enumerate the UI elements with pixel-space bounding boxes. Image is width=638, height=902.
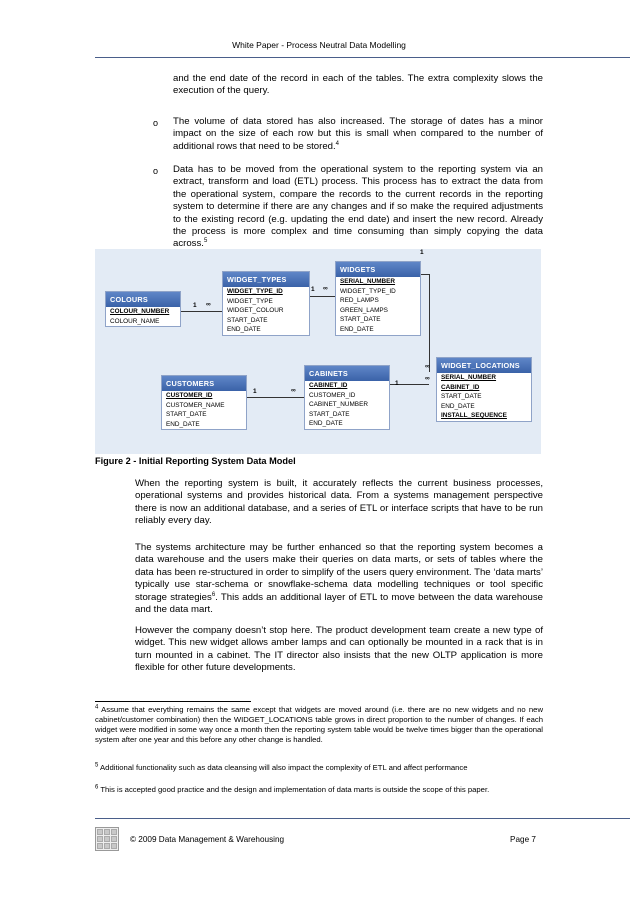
table-colours [105,291,181,327]
footnote-ref: 4 [335,140,340,147]
bullet-text: The volume of data stored has also increased. The storage of dates has a minor impact on the size of each row but this is small when compared to the number of additional rows that need to be stored. [173,116,543,152]
footer-rule [95,818,630,819]
field: WIDGET_COLOUR [227,307,284,315]
field: COLOUR_NAME [110,317,160,325]
cardinality-one: 1 [420,249,424,256]
field: CUSTOMER_NAME [166,401,225,409]
field: GREEN_LAMPS [340,306,388,314]
bullet-item-storage [173,116,543,153]
table-title: CABINETS [305,366,389,381]
field: CUSTOMER_ID [166,392,213,399]
page-number: Page 7 [510,835,536,844]
cardinality-many: ∞ [206,301,211,308]
table-widget-locations [436,357,532,422]
field: SERIAL_NUMBER [340,278,396,285]
paragraph-text: . This adds an additional layer of ETL to move between the data warehouse and the data mart. [135,591,543,616]
field: RED_LAMPS [340,297,379,305]
table-cabinets [304,365,390,430]
footnote-ref: 5 [203,238,208,245]
cardinality-many: ∞ [425,363,430,370]
paragraph-continued: and the end date of the record in each of the tables. The extra complexity slows the execution of the query. [173,73,543,97]
cardinality-many: ∞ [323,285,328,292]
field: INSTALL_SEQUENCE [441,412,507,420]
relation-widget-types-widgets [309,296,335,297]
table-widgets [335,261,421,336]
field: END_DATE [227,326,261,334]
table-title: WIDGET_TYPES [223,272,309,287]
table-widget-types [222,271,310,336]
table-customers [161,375,247,430]
paragraph-reporting-system: When the reporting system is built, it accurately reflects the current business processes, operational systems and provides historical data. From a systems management perspective there is now an additional database, and a series of ETL or interface scripts that have to be run reliably every day. [135,478,543,527]
field: COLOUR_NUMBER [110,308,170,315]
footnote-number: 6 [95,784,99,791]
table-title: COLOURS [106,292,180,307]
bullet-marker: o [153,118,159,128]
field: WIDGET_TYPE_ID [227,288,283,295]
paragraph-architecture [135,542,543,616]
cardinality-one: 1 [311,286,315,293]
relation-widgets-locations [420,274,429,275]
bullet-text: Data has to be moved from the operational system to the reporting system via an extract, transform and load (ETL) process. This process has to extract the data from the operational system, compare the records to the current records in the reporting system to determine if there are any changes and if so make the required adjustments to the existing record (e.g. updating the end date) and insert the new record. Already the process is more complex and time consuming than simply copying the data across. [173,164,543,250]
footnote-text: Additional functionality such as data cleansing will also impact the complexity of ETL and affect performance [98,763,468,772]
footer-copyright: © 2009 Data Management & Warehousing [130,835,285,844]
relation-widgets-locations-vert [429,274,430,372]
footnote-text: Assume that everything remains the same except that widgets are moved around (i.e. there are no new widgets and no new cabinet/customer combination) then the WIDGET_LOCATIONS table grows in direct proportion to the number of changes. If each widget were modified in some way once a month then the reporting system table would be twelve times bigger than the operational system after one year and this before any other change is handled. [95,705,543,744]
cardinality-one: 1 [193,302,197,309]
paragraph-text: The systems architecture may be further enhanced so that the reporting system becomes a data warehouse and the users make their queries on data marts, or sets of tables where the data has been re-structured in order to simplify of the users query environment. The ‘data marts’ typically use star-schema or snowflake-schema data modelling techniques or tool specific storage strategies [135,542,543,603]
field: START_DATE [340,316,381,324]
field: CABINET_NUMBER [309,401,368,409]
table-title: CUSTOMERS [162,376,246,391]
footnote-ref: 6 [211,591,216,598]
footnote-6 [95,785,543,795]
table-title: WIDGETS [336,262,420,277]
paragraph-new-widget: However the company doesn’t stop here. The product development team create a new type of widget. This new widget allows amber lamps and can optionally be mounted in a rack that is in turn mounted in a cabinet. The IT director also insists that the new OLTP application is more flexible for other future developments. [135,625,543,674]
cardinality-one: 1 [395,380,399,387]
footnote-separator [95,701,251,702]
field: END_DATE [166,420,200,428]
field: CABINET_ID [441,383,480,391]
relation-customers-cabinets [245,397,304,398]
relation-colours-widget-types [179,311,222,312]
table-title: WIDGET_LOCATIONS [437,358,531,373]
footnote-4 [95,705,543,745]
bullet-marker: o [153,166,159,176]
field: START_DATE [441,393,482,401]
cardinality-one: 1 [253,388,257,395]
field: WIDGET_TYPE [227,297,273,305]
bullet-item-etl [173,164,543,251]
field: CUSTOMER_ID [309,391,356,399]
footnote-5 [95,763,543,773]
field: START_DATE [309,410,350,418]
field: WIDGET_TYPE_ID [340,287,396,295]
figure-caption: Figure 2 - Initial Reporting System Data Model [95,456,296,466]
header-rule [95,57,630,58]
cardinality-many: ∞ [291,387,296,394]
footnote-text: This is accepted good practice and the design and implementation of data marts is outside the scope of this paper. [98,785,490,794]
field: SERIAL_NUMBER [441,374,497,381]
data-model-diagram [95,249,541,454]
page-header: White Paper - Process Neutral Data Modelling [232,40,406,50]
company-logo-icon [95,827,119,851]
field: END_DATE [441,402,475,410]
field: CABINET_ID [309,382,348,389]
field: START_DATE [166,411,207,419]
footnote-number: 5 [95,762,99,769]
field: END_DATE [309,420,343,428]
footnote-number: 4 [95,704,99,711]
cardinality-many: ∞ [425,375,430,382]
field: END_DATE [340,325,374,333]
field: START_DATE [227,316,268,324]
